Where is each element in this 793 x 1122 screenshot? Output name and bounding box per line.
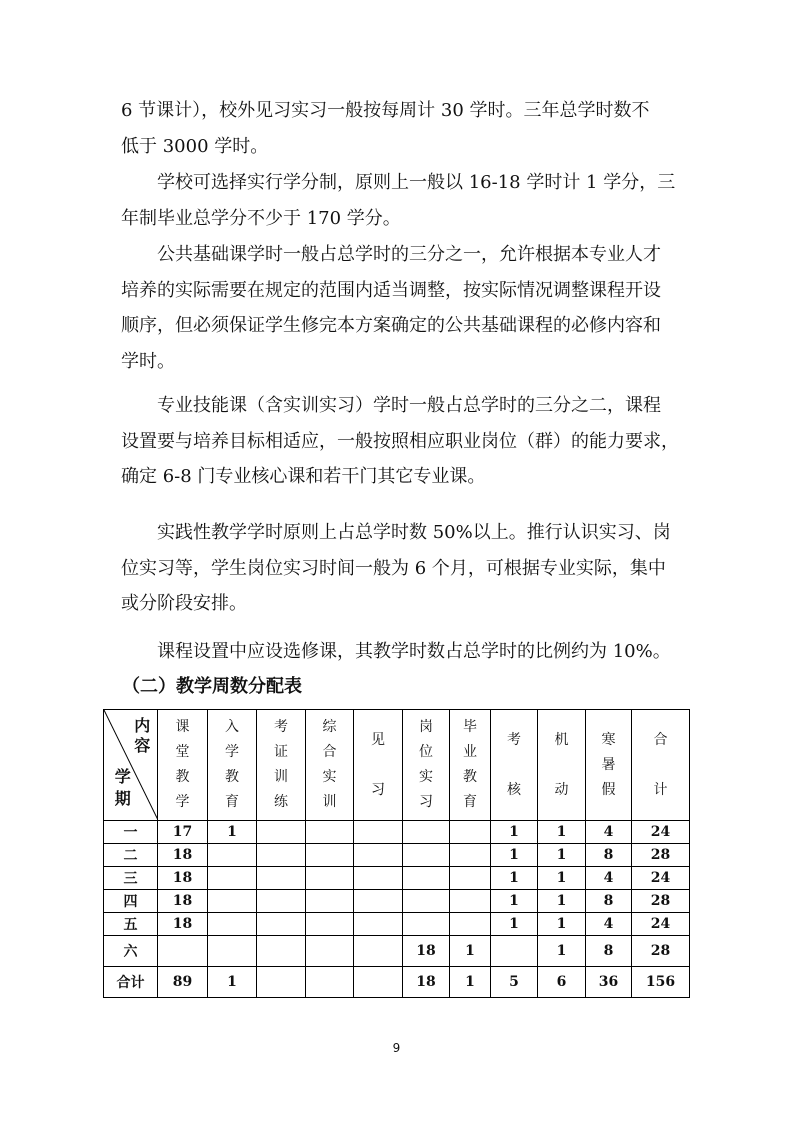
paragraph-line: 学校可选择实行学分制，原则上一般以 16-18 学时计 1 学分，三 bbox=[157, 172, 676, 193]
table-cell: 8 bbox=[586, 936, 632, 967]
column-header bbox=[403, 710, 450, 821]
column-header bbox=[491, 710, 538, 821]
column-header-label: 考证训练 bbox=[273, 719, 288, 810]
table-cell bbox=[257, 867, 306, 890]
table-cell bbox=[450, 913, 491, 936]
table-cell: 1 bbox=[450, 936, 491, 967]
column-header-label: 入学教育 bbox=[224, 719, 239, 810]
table-cell bbox=[257, 890, 306, 913]
table-cell: 18 bbox=[403, 967, 450, 998]
table-cell bbox=[403, 867, 450, 890]
corner-label-content: 内容 bbox=[134, 716, 151, 755]
table-cell bbox=[208, 913, 257, 936]
table-cell: 8 bbox=[586, 890, 632, 913]
table-cell bbox=[403, 890, 450, 913]
table-cell bbox=[208, 890, 257, 913]
table-cell bbox=[354, 844, 403, 867]
table-row bbox=[104, 821, 690, 844]
column-header bbox=[450, 710, 491, 821]
table-cell: 1 bbox=[491, 844, 538, 867]
semester-label: 合计 bbox=[104, 967, 158, 998]
table-cell bbox=[354, 867, 403, 890]
semester-label: 二 bbox=[104, 844, 158, 867]
table-row bbox=[104, 913, 690, 936]
table-cell: 1 bbox=[208, 967, 257, 998]
table-cell bbox=[158, 936, 208, 967]
table-row bbox=[104, 890, 690, 913]
table-cell: 4 bbox=[586, 913, 632, 936]
table-cell: 1 bbox=[208, 821, 257, 844]
table-cell bbox=[354, 936, 403, 967]
column-header-label: 岗位实习 bbox=[418, 719, 433, 810]
table-cell: 1 bbox=[538, 844, 586, 867]
table-cell: 24 bbox=[632, 913, 690, 936]
table-cell bbox=[403, 913, 450, 936]
column-header bbox=[306, 710, 354, 821]
table-cell: 36 bbox=[586, 967, 632, 998]
table-cell: 156 bbox=[632, 967, 690, 998]
column-header bbox=[208, 710, 257, 821]
paragraph bbox=[121, 165, 681, 236]
section-heading: （二）教学周数分配表 bbox=[122, 676, 302, 697]
column-header-label: 机动 bbox=[554, 732, 569, 798]
table-cell: 17 bbox=[158, 821, 208, 844]
table-cell: 18 bbox=[158, 890, 208, 913]
table-row bbox=[104, 844, 690, 867]
table-cell: 1 bbox=[538, 913, 586, 936]
table-cell bbox=[403, 844, 450, 867]
paragraph-line: 顺序，但必须保证学生修完本方案确定的公共基础课程的必修内容和 bbox=[121, 315, 661, 336]
column-header-label: 见习 bbox=[370, 732, 385, 798]
table-cell: 89 bbox=[158, 967, 208, 998]
table-cell: 1 bbox=[491, 821, 538, 844]
page-number: 9 bbox=[392, 1041, 401, 1055]
paragraph-line: 确定 6-8 门专业核心课和若干门其它专业课。 bbox=[121, 466, 486, 487]
table-cell: 24 bbox=[632, 821, 690, 844]
paragraph bbox=[121, 634, 681, 670]
column-header-label: 课堂教学 bbox=[175, 719, 190, 810]
table-cell bbox=[354, 821, 403, 844]
table-cell bbox=[208, 867, 257, 890]
table-row bbox=[104, 967, 690, 998]
table-cell: 1 bbox=[491, 890, 538, 913]
table-cell bbox=[354, 913, 403, 936]
table-cell: 18 bbox=[158, 844, 208, 867]
table-cell bbox=[450, 890, 491, 913]
table-cell bbox=[450, 867, 491, 890]
column-header bbox=[632, 710, 690, 821]
column-header-label: 综合实训 bbox=[322, 719, 337, 810]
paragraph-line: 6 节课计），校外见习实习一般按每周计 30 学时。三年总学时数不 bbox=[121, 100, 650, 121]
table-cell bbox=[257, 821, 306, 844]
column-header-label: 毕业教育 bbox=[462, 719, 477, 810]
table-cell bbox=[306, 844, 354, 867]
column-header-label: 考核 bbox=[506, 732, 521, 798]
semester-label: 六 bbox=[104, 936, 158, 967]
table-cell bbox=[354, 967, 403, 998]
paragraph bbox=[121, 388, 681, 495]
table-cell: 1 bbox=[538, 936, 586, 967]
semester-label: 四 bbox=[104, 890, 158, 913]
table-cell: 1 bbox=[491, 913, 538, 936]
table-cell: 18 bbox=[158, 913, 208, 936]
table-cell: 1 bbox=[450, 967, 491, 998]
paragraph bbox=[121, 515, 681, 622]
table-cell: 1 bbox=[538, 821, 586, 844]
table-cell bbox=[306, 936, 354, 967]
column-header bbox=[354, 710, 403, 821]
table-cell bbox=[354, 890, 403, 913]
paragraph-line: 学时。 bbox=[121, 350, 175, 372]
table-cell: 1 bbox=[538, 867, 586, 890]
column-header bbox=[158, 710, 208, 821]
paragraph bbox=[121, 93, 681, 164]
table-corner-cell bbox=[104, 710, 158, 821]
table-cell: 1 bbox=[491, 867, 538, 890]
table-body bbox=[104, 821, 690, 998]
table-cell: 6 bbox=[538, 967, 586, 998]
table-cell bbox=[257, 967, 306, 998]
table-row bbox=[104, 936, 690, 967]
table-cell: 28 bbox=[632, 844, 690, 867]
paragraph-line: 低于 3000 学时。 bbox=[121, 135, 269, 157]
table-cell bbox=[450, 821, 491, 844]
table-cell: 28 bbox=[632, 890, 690, 913]
teaching-weeks-table bbox=[103, 709, 690, 998]
table-cell bbox=[306, 913, 354, 936]
table-cell bbox=[306, 967, 354, 998]
table-cell bbox=[257, 936, 306, 967]
table-cell bbox=[306, 890, 354, 913]
corner-label-semester: 学期 bbox=[114, 767, 131, 808]
table-cell: 4 bbox=[586, 821, 632, 844]
table-cell: 5 bbox=[491, 967, 538, 998]
table-cell bbox=[306, 867, 354, 890]
table-cell bbox=[208, 844, 257, 867]
paragraph-line: 培养的实际需要在规定的范围内适当调整，按实际情况调整课程开设 bbox=[121, 279, 661, 301]
paragraph-line: 或分阶段安排。 bbox=[121, 593, 247, 614]
table-cell bbox=[450, 844, 491, 867]
table-cell bbox=[491, 936, 538, 967]
paragraph-line: 公共基础课学时一般占总学时的三分之一，允许根据本专业人才 bbox=[157, 244, 661, 265]
column-header-label: 寒暑假 bbox=[601, 731, 616, 798]
paragraph-line: 实践性教学学时原则上占总学时数 50%以上。推行认识实习、岗 bbox=[157, 522, 671, 543]
paragraph-line: 设置要与培养目标相适应，一般按照相应职业岗位（群）的能力要求， bbox=[121, 430, 679, 452]
paragraph bbox=[121, 237, 681, 379]
table-cell: 18 bbox=[158, 867, 208, 890]
semester-label: 五 bbox=[104, 913, 158, 936]
table-cell: 28 bbox=[632, 936, 690, 967]
table-cell bbox=[306, 821, 354, 844]
paragraph-line: 年制毕业总学分不少于 170 学分。 bbox=[121, 207, 401, 229]
table-cell bbox=[208, 936, 257, 967]
column-header bbox=[538, 710, 586, 821]
paragraph-line: 课程设置中应设选修课，其教学时数占总学时的比例约为 10%。 bbox=[157, 641, 671, 662]
table-cell bbox=[257, 844, 306, 867]
table-row bbox=[104, 867, 690, 890]
paragraph-line: 位实习等，学生岗位实习时间一般为 6 个月，可根据专业实际，集中 bbox=[121, 557, 666, 579]
table-cell bbox=[257, 913, 306, 936]
paragraph-line: 专业技能课（含实训实习）学时一般占总学时的三分之二，课程 bbox=[157, 395, 661, 416]
table-header-row bbox=[104, 710, 690, 821]
table-cell: 8 bbox=[586, 844, 632, 867]
table-cell bbox=[403, 821, 450, 844]
column-header bbox=[586, 710, 632, 821]
semester-label: 三 bbox=[104, 867, 158, 890]
table-cell: 18 bbox=[403, 936, 450, 967]
table-cell: 1 bbox=[538, 890, 586, 913]
table-cell: 4 bbox=[586, 867, 632, 890]
semester-label: 一 bbox=[104, 821, 158, 844]
column-header bbox=[257, 710, 306, 821]
table-cell: 24 bbox=[632, 867, 690, 890]
column-header-label: 合计 bbox=[653, 732, 668, 798]
